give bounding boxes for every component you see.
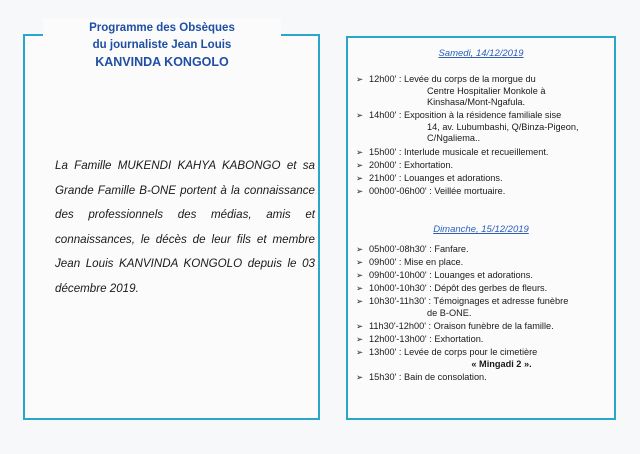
schedule-text bbox=[369, 173, 614, 185]
title-line-3: KANVINDA KONGOLO bbox=[95, 55, 229, 69]
schedule-time: 12h00' bbox=[369, 74, 397, 84]
schedule-desc-continued: 14, av. Lubumbashi, Q/Binza-Pigeon, bbox=[427, 121, 579, 132]
schedule-desc-continued: de B-ONE. bbox=[427, 307, 472, 318]
schedule-desc: : Louanges et adorations. bbox=[426, 270, 533, 281]
schedule-text bbox=[369, 270, 614, 282]
schedule-item bbox=[356, 147, 614, 159]
schedule-time: 15h00' bbox=[369, 146, 397, 157]
schedule-time: 12h00'-13h00' bbox=[369, 334, 427, 345]
arrow-bullet-icon: ➢ bbox=[356, 270, 364, 281]
schedule-time: 00h00'-06h00' bbox=[369, 185, 427, 196]
arrow-bullet-icon: ➢ bbox=[356, 74, 364, 84]
schedule-item bbox=[356, 244, 614, 256]
schedule-time: 05h00'-08h30' bbox=[369, 244, 427, 254]
schedule-desc: : Mise en place. bbox=[396, 257, 464, 268]
schedule-text bbox=[369, 257, 614, 269]
schedule-text bbox=[369, 74, 614, 109]
title-line-1: Programme des Obsèques bbox=[89, 22, 235, 34]
arrow-bullet-icon: ➢ bbox=[356, 110, 364, 121]
schedule-desc: : Oraison funèbre de la famille. bbox=[425, 321, 554, 332]
program-title bbox=[43, 18, 281, 73]
schedule-item bbox=[356, 173, 614, 185]
schedule-text bbox=[369, 372, 614, 384]
schedule-time: 09h00' bbox=[369, 257, 397, 268]
arrow-bullet-icon: ➢ bbox=[356, 185, 364, 196]
schedule-item bbox=[356, 334, 614, 346]
schedule-item bbox=[356, 296, 614, 319]
schedule-text bbox=[369, 244, 614, 256]
schedule-desc: : Bain de consolation. bbox=[396, 371, 487, 382]
schedule-desc: : Levée de corps pour le cimetière bbox=[396, 347, 538, 358]
schedule-text bbox=[369, 283, 614, 295]
schedule-text bbox=[369, 160, 614, 172]
saturday-schedule bbox=[356, 74, 614, 199]
schedule-desc: : Dépôt des gerbes de fleurs. bbox=[426, 283, 548, 294]
schedule-text bbox=[369, 347, 614, 370]
arrow-bullet-icon: ➢ bbox=[356, 283, 364, 294]
schedule-item bbox=[356, 257, 614, 269]
schedule-item bbox=[356, 321, 614, 333]
schedule-desc-continued: Centre Hospitalier Monkole à bbox=[427, 85, 546, 96]
title-line-2: du journaliste Jean Louis bbox=[92, 39, 232, 51]
schedule-text bbox=[369, 321, 614, 333]
schedule-item bbox=[356, 186, 614, 198]
schedule-desc: : Veillée mortuaire. bbox=[426, 185, 506, 196]
schedule-time: 14h00' bbox=[369, 110, 397, 121]
schedule-text bbox=[369, 147, 614, 159]
cemetery-name: « Mingadi 2 ». bbox=[471, 358, 532, 369]
arrow-bullet-icon: ➢ bbox=[356, 146, 364, 157]
schedule-text bbox=[369, 110, 614, 145]
arrow-bullet-icon: ➢ bbox=[356, 296, 364, 307]
schedule-time: 13h00' bbox=[369, 347, 397, 358]
schedule-time: 15h30' bbox=[369, 371, 397, 382]
arrow-bullet-icon: ➢ bbox=[356, 159, 364, 170]
day-heading-saturday: Samedi, 14/12/2019 bbox=[438, 48, 524, 59]
arrow-bullet-icon: ➢ bbox=[356, 257, 364, 268]
schedule-time: 10h00'-10h30' bbox=[369, 283, 427, 294]
schedule-item bbox=[356, 110, 614, 145]
schedule-time: 20h00' bbox=[369, 159, 397, 170]
arrow-bullet-icon: ➢ bbox=[356, 334, 364, 345]
arrow-bullet-icon: ➢ bbox=[356, 244, 364, 254]
schedule-desc-continued: Kinshasa/Mont-Ngafula. bbox=[427, 97, 526, 108]
announcement-text: La Famille MUKENDI KAHYA KABONGO et sa Grande Famille B-ONE portent à la connaissance des professionnels des médias, amis et connaissances, le décès de leur fils et membre Jean Louis KANVINDA KONGOLO depuis le 03 décembre 2019. bbox=[55, 159, 315, 295]
schedule-desc: : Interlude musicale et recueillement. bbox=[396, 146, 549, 157]
schedule-time: 09h00'-10h00' bbox=[369, 270, 427, 281]
schedule-time: 21h00' bbox=[369, 172, 397, 183]
schedule-text bbox=[369, 186, 614, 198]
schedule-desc-continued: C/Ngaliema.. bbox=[427, 133, 481, 144]
arrow-bullet-icon: ➢ bbox=[356, 172, 364, 183]
schedule-item bbox=[356, 283, 614, 295]
schedule-item bbox=[356, 270, 614, 282]
arrow-bullet-icon: ➢ bbox=[356, 371, 364, 382]
sunday-schedule bbox=[356, 244, 614, 385]
left-panel bbox=[23, 34, 320, 420]
schedule-item bbox=[356, 372, 614, 384]
arrow-bullet-icon: ➢ bbox=[356, 347, 364, 358]
schedule-desc: : Exposition à la résidence familiale sise bbox=[396, 110, 562, 121]
right-panel bbox=[346, 36, 616, 420]
schedule-text bbox=[369, 296, 614, 319]
schedule-desc: : Exhortation. bbox=[396, 159, 453, 170]
schedule-desc: : Fanfare. bbox=[426, 244, 469, 254]
schedule-item bbox=[356, 160, 614, 172]
schedule-desc: : Levée du corps de la morgue du bbox=[396, 74, 536, 84]
schedule-time: 10h30'-11h30' bbox=[369, 296, 426, 307]
day-heading-sunday: Dimanche, 15/12/2019 bbox=[433, 224, 529, 235]
schedule-item bbox=[356, 74, 614, 109]
schedule-desc: : Témoignages et adresse funèbre bbox=[425, 296, 569, 307]
arrow-bullet-icon: ➢ bbox=[356, 321, 364, 332]
schedule-item bbox=[356, 347, 614, 370]
schedule-desc: : Louanges et adorations. bbox=[396, 172, 503, 183]
schedule-time: 11h30'-12h00' bbox=[369, 321, 426, 332]
schedule-desc: : Exhortation. bbox=[426, 334, 484, 345]
schedule-text bbox=[369, 334, 614, 346]
